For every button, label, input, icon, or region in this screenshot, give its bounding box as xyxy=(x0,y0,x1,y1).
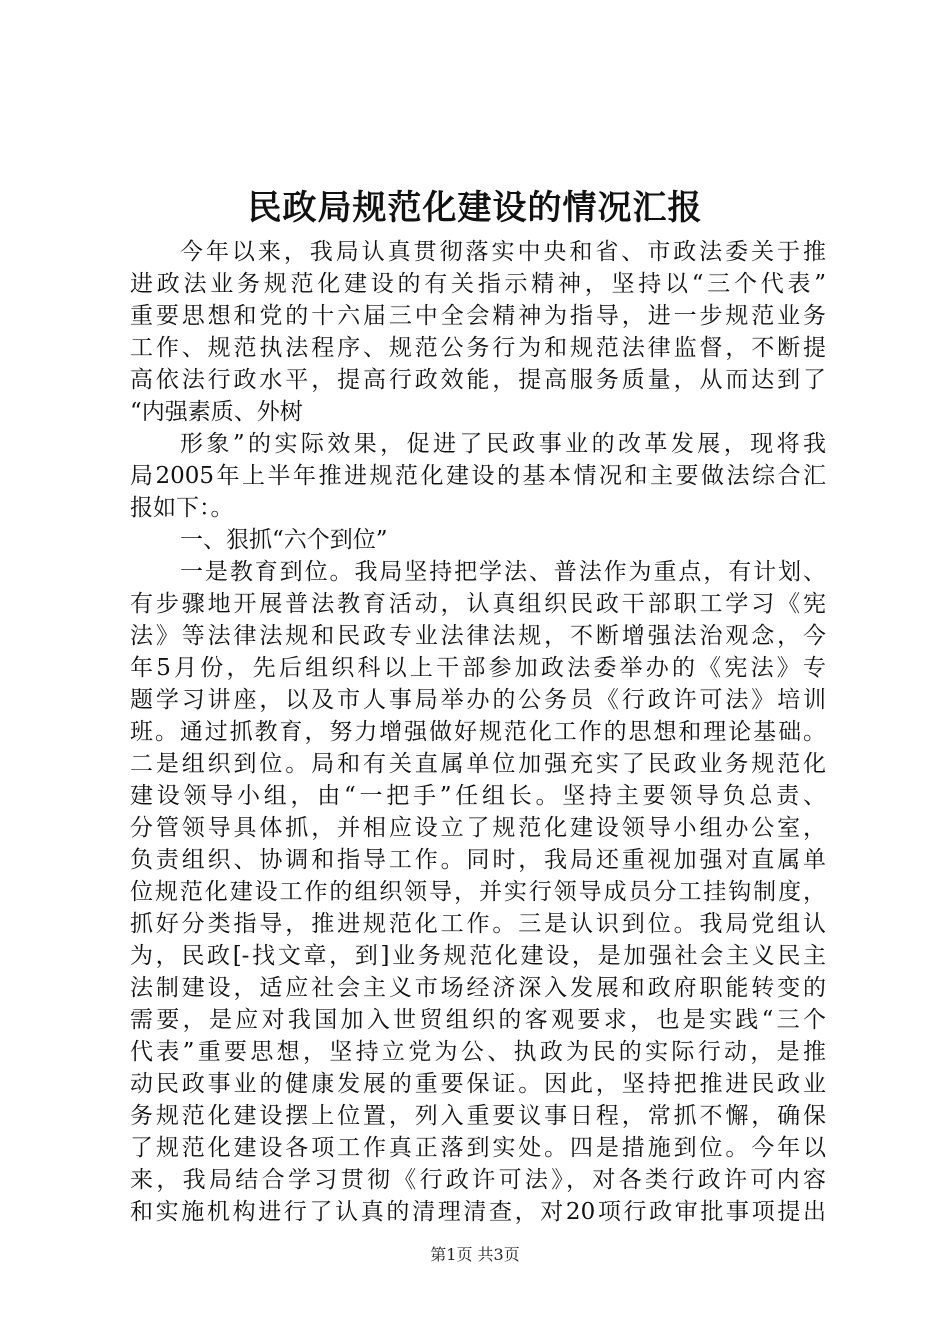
text-line: 抓好分类指导，推进规范化工作。三是认识到位。我局党组认 xyxy=(130,911,826,937)
text-line: 法》等法律法规和民政专业法律法规，不断增强法治观念，今 xyxy=(130,623,826,649)
text-line: 一、狠抓“六个到位” xyxy=(180,527,388,553)
text-line: 班。通过抓教育，努力增强做好规范化工作的思想和理论基础。 xyxy=(130,719,826,745)
text-line: 报如下：。 xyxy=(130,495,234,521)
text-line: 负责组织、协调和指导工作。同时，我局还重视加强对直属单 xyxy=(130,847,826,873)
text-line: 建设领导小组，由“一把手”任组长。坚持主要领导负总责、 xyxy=(130,783,826,809)
text-line: 一是教育到位。我局坚持把学法、普法作为重点，有计划、 xyxy=(180,559,826,585)
text-line: 和实施机构进行了认真的清理清查，对20项行政审批事项提出 xyxy=(130,1199,826,1225)
text-line: 有步骤地开展普法教育活动，认真组织民政干部职工学习《宪 xyxy=(130,591,826,617)
text-line: 进政法业务规范化建设的有关指示精神，坚持以“三个代表” xyxy=(130,271,826,297)
page-title: 民政局规范化建设的情况汇报 xyxy=(247,188,703,228)
text-line: 代表”重要思想，坚持立党为公、执政为民的实际行动，是推 xyxy=(130,1039,826,1065)
text-line: “内强素质、外树 xyxy=(130,399,303,425)
text-line: 法制建设，适应社会主义市场经济深入发展和政府职能转变的 xyxy=(130,975,826,1001)
text-line: 二是组织到位。局和有关直属单位加强充实了民政业务规范化 xyxy=(130,751,826,777)
text-line: 来，我局结合学习贯彻《行政许可法》，对各类行政许可内容 xyxy=(130,1167,826,1193)
text-line: 需要，是应对我国加入世贸组织的客观要求，也是实践“三个 xyxy=(130,1007,826,1033)
text-line: 今年以来，我局认真贯彻落实中央和省、市政法委关于推 xyxy=(180,239,826,265)
document-body xyxy=(130,236,826,1228)
page-footer: 第1页 共3页 xyxy=(430,1245,520,1264)
text-line: 位规范化建设工作的组织领导，并实行领导成员分工挂钩制度， xyxy=(130,879,826,905)
text-line: 重要思想和党的十六届三中全会精神为指导，进一步规范业务 xyxy=(130,303,826,329)
text-line: 动民政事业的健康发展的重要保证。因此，坚持把推进民政业 xyxy=(130,1071,826,1097)
text-line: 形象”的实际效果，促进了民政事业的改革发展，现将我 xyxy=(180,431,826,457)
text-line: 高依法行政水平，提高行政效能，提高服务质量，从而达到了 xyxy=(130,367,826,393)
text-line: 务规范化建设摆上位置，列入重要议事日程，常抓不懈，确保 xyxy=(130,1103,826,1129)
text-line: 题学习讲座，以及市人事局举办的公务员《行政许可法》培训 xyxy=(130,687,826,713)
text-line: 分管领导具体抓，并相应设立了规范化建设领导小组办公室， xyxy=(130,815,826,841)
text-line: 为，民政[-找文章，到]业务规范化建设，是加强社会主义民主 xyxy=(130,943,826,969)
text-line: 工作、规范执法程序、规范公务行为和规范法律监督，不断提 xyxy=(130,335,826,361)
text-line: 局2005年上半年推进规范化建设的基本情况和主要做法综合汇 xyxy=(130,463,826,489)
text-line: 年5月份，先后组织科以上干部参加政法委举办的《宪法》专 xyxy=(130,655,826,681)
text-line: 了规范化建设各项工作真正落到实处。四是措施到位。今年以 xyxy=(130,1135,826,1161)
